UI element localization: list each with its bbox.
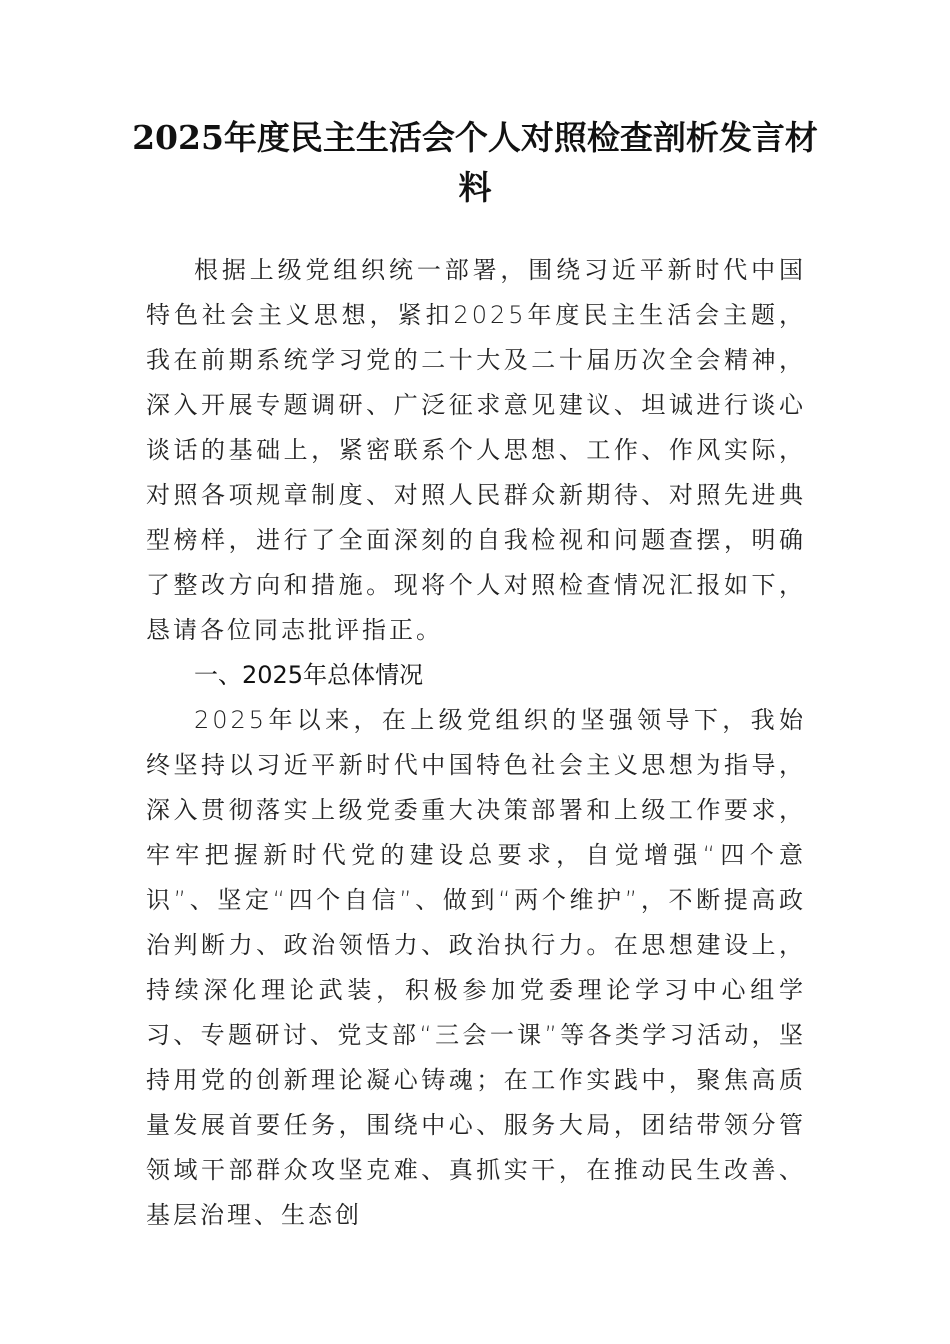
document-body	[146, 248, 806, 1238]
intro-paragraph: 根据上级党组织统一部署，围绕习近平新时代中国特色社会主义思想，紧扣2025年度民主生活会主题，我在前期系统学习党的二十大及二十届历次全会精神，深入开展专题调研、广泛征求意见建议、坦诚进行谈心谈话的基础上，紧密联系个人思想、工作、作风实际，对照各项规章制度、对照人民群众新期待、对照先进典型榜样，进行了全面深刻的自我检视和问题查摆，明确了整改方向和措施。现将个人对照检查情况汇报如下，恳请各位同志批评指正。	[146, 256, 806, 644]
document-title: 2025年度民主生活会个人对照检查剖析发言材料	[132, 118, 818, 207]
section-heading: 一、2025年总体情况	[194, 661, 424, 689]
section-paragraph: 2025年以来，在上级党组织的坚强领导下，我始终坚持以习近平新时代中国特色社会主义思想为指导，深入贯彻落实上级党委重大决策部署和上级工作要求，牢牢把握新时代党的建设总要求，自觉增强“四个意识”、坚定“四个自信”、做到“两个维护”，不断提高政治判断力、政治领悟力、政治执行力。在思想建设上，持续深化理论武装，积极参加党委理论学习中心组学习、专题研讨、党支部“三会一课”等各类学习活动，坚持用党的创新理论凝心铸魂；在工作实践中，聚焦高质量发展首要任务，围绕中心、服务大局，团结带领分管领域干部群众攻坚克难、真抓实干，在推动民生改善、基层治理、生态创	[146, 706, 806, 1229]
